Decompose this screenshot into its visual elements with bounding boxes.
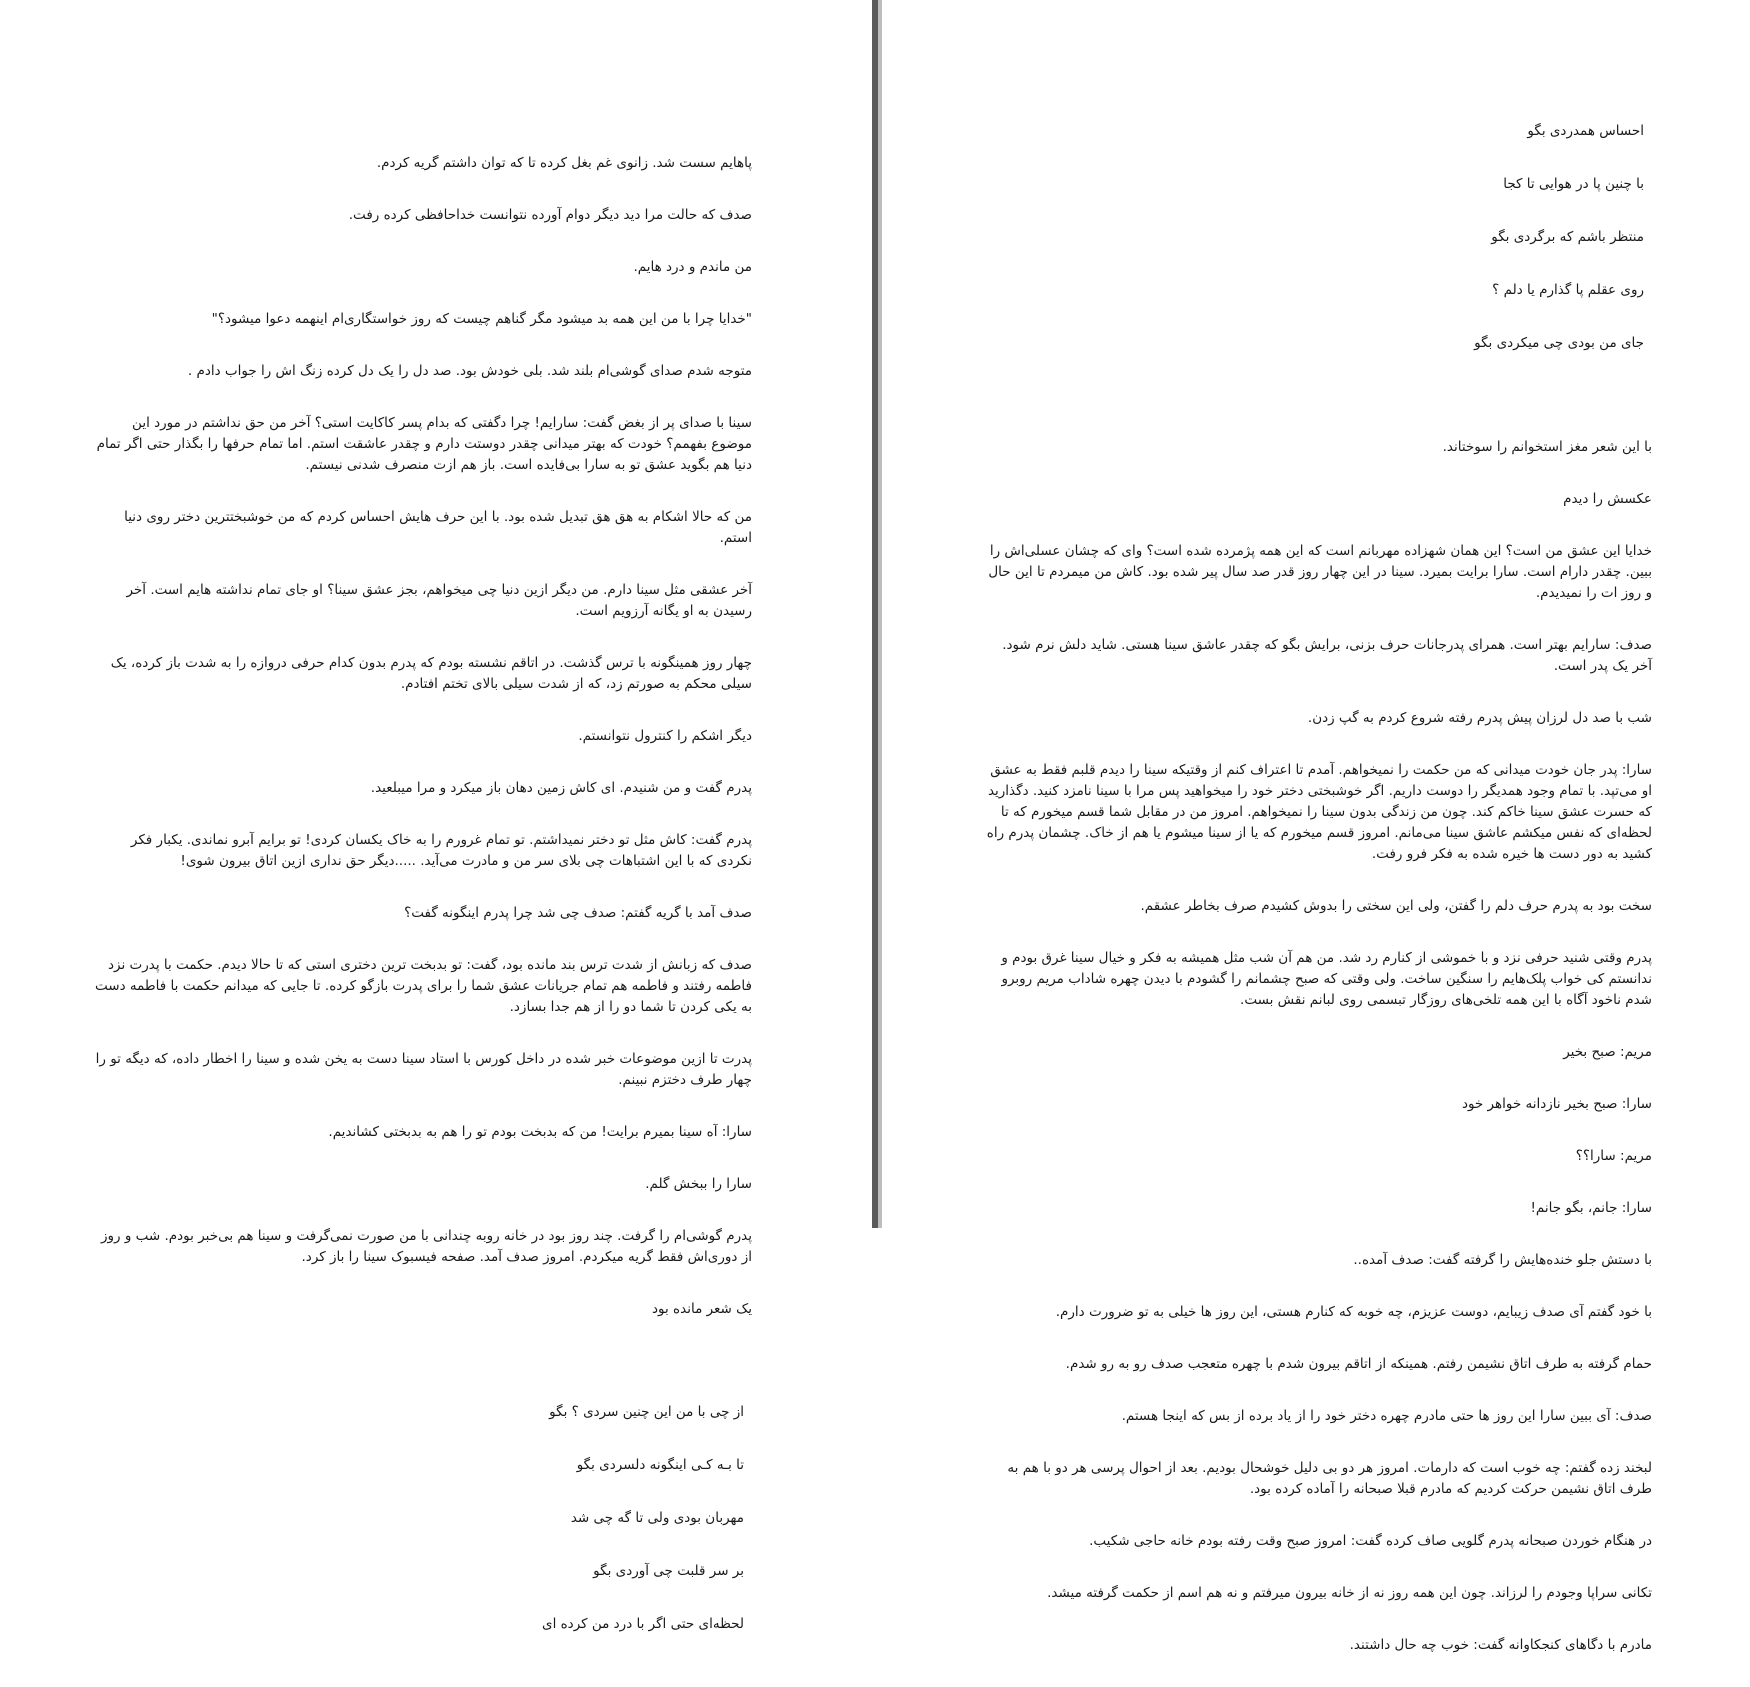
stanza-gap [92, 1351, 752, 1381]
poem-verse: لحظه‌ای حتی اگر با درد من کرده ای [542, 1616, 744, 1632]
paragraph: چهار روز همینگونه با ترس گذشت. در اتاقم نشسته بودم که پدرم بدون کدام حرفی دروازه را به شدت باز کرده، یک سیلی محکم به صورتم زد، که از شدت سیلی بالای تختم افتادم. [110, 655, 752, 692]
paragraph: مریم: سارا؟؟ [1575, 1148, 1652, 1164]
paragraph: یک شعر مانده بود [652, 1301, 752, 1317]
poem-verse: با چنین پا در هوایی تا کجا [1503, 176, 1644, 192]
paragraph: با خود گفتم آی صدف زیبایم، دوست عزیزم، چه خوبه که کنارم هستی، این روز ها خیلی به تو ضرورت دارم. [1055, 1304, 1652, 1320]
paragraph: من ماندم و درد هایم. [633, 259, 752, 275]
paragraph: پدرم گوشی‌ام را گرفت. چند روز بود در خانه روبه چندانی با من صورت نمی‌گرفت و سینا هم بی‌خبر بودم. شب و روز از دوری‌اش فقط گریه میکردم. امروز صدف آمد. صفحه فیسبوک سینا را باز کرد. [101, 1228, 752, 1265]
paragraph: در هنگام خوردن صبحانه پدرم گلویی صاف کرده گفت: امروز صبح وقت رفته بودم خانه حاجی شکیب. [1089, 1533, 1652, 1549]
paragraph: صدف: سارایم بهتر است. همرای پدرجانات حرف بزنی، برایش بگو که چقدر عاشق سینا هستی. شاید دلش نرم شود. آخر یک پدر است. [1002, 637, 1652, 674]
poem-verse: از چی با من این چنین سردی ؟ بگو [549, 1404, 744, 1420]
paragraph: پاهایم سست شد. زانوی غم بغل کرده تا که توان داشتم گریه کردم. [376, 155, 752, 171]
poem-verse: روی عقلم پا گذارم یا دلم ؟ [1492, 282, 1644, 298]
paragraph: لبخند زده گفتم: چه خوب است که دارمات. امروز هر دو بی دلیل خوشحال بودیم. بعد از احوال پرسی هر دو با هم به طرف اتاق نشیمن حرکت کردیم که مادرم قبلا صبحانه را آماده کرده بود. [1007, 1460, 1652, 1497]
paragraph: با این شعر مغز استخوانم را سوختاند. [1442, 439, 1652, 455]
paragraph: سارا را ببخش گلم. [645, 1176, 752, 1192]
paragraph: پدرت تا ازین موضوعات خبر شده در داخل کورس با استاد سینا دست به یخن شده و سینا را اخطار داده، که دیگه تو را چهار طرف دختزم نبینم. [95, 1051, 752, 1088]
poem-verse: منتظر باشم که برگردی بگو [1491, 229, 1644, 245]
stanza-gap [986, 386, 1652, 416]
left-page-text [92, 132, 752, 1667]
paragraph: سخت بود به پدرم حرف دلم را گفتن، ولی این سختی را بدوش کشیدم صرف بخاطر عشقم. [1140, 898, 1652, 914]
paragraph: شب با صد دل لرزان پیش پدرم رفته شروع کردم به گپ زدن. [1307, 710, 1652, 726]
poem-verse: تا بـه کـی اینگونه دلسردی بگو [576, 1457, 744, 1473]
paragraph: سارا: جانم، بگو جانم! [1530, 1200, 1652, 1216]
poem-verse: مهربان بودی ولی تا گه چی شد [570, 1510, 744, 1526]
paragraph: سینا با صدای پر از بغض گفت: سارایم! چرا دگفتی که بدام پسر کاکایت استی؟ آخر من حق نداشتم در مورد این موضوع بفهمم؟ خودت که بهتر میدانی چقدر دوستت دارم و چقدر عاشقت استم. اما تمام حرفها را بگذار حتی اگر تمام دنیا هم بگوید عشق تو به سارا بی‌فایده است. باز هم ازت منصرف شدنی نیستم. [96, 415, 752, 473]
paragraph: سارا: صبح بخیر نازدانه خواهر خود [1461, 1096, 1652, 1112]
right-page-text [986, 100, 1652, 1687]
paragraph: عکسش را دیدم [1563, 491, 1652, 507]
paragraph: پدرم گفت و من شنیدم. ای کاش زمین دهان باز میکرد و مرا میبلعید. [370, 780, 752, 796]
paragraph: تکانی سراپا وجودم را لرزاند. چون این همه روز نه از خانه بیرون میرفتم و نه هم اسم از حکمت گرفته میشد. [1047, 1585, 1652, 1601]
paragraph: صدف آمد با گریه گفتم: صدف چی شد چرا پدرم اینگونه گفت؟ [404, 905, 752, 921]
paragraph: صدف: آی ببین سارا این روز ها حتی مادرم چهره دختر خود را از یاد برده از بس که اینجا هستم. [1121, 1408, 1652, 1424]
paragraph: سارا: آه سینا بمیرم برایت! من که بدبخت بودم تو را هم به بدبختی کشاندیم. [328, 1124, 752, 1140]
paragraph: پدرم وقتی شنید حرفی نزد و با خموشی از کنارم رد شد. من هم آن شب مثل همیشه به فکر و خیال سینا غرق بودم و ندانستم کی خواب پلک‌هایم را سنگین ساخت. ولی وقتی که صبح چشمانم را گشودم با دیدن چهره شاداب مریم روبرو شدم ناخود آگاه با این همه تلخی‌های روزگار تبسمی روی لبانم نقش بست. [1001, 950, 1652, 1008]
paragraph: آخر عشقی مثل سینا دارم. من دیگر ازین دنیا چی میخواهم، بجز عشق سینا؟ او جای تمام نداشته هایم است. آخر رسیدن به او یگانه آرزویم است. [126, 582, 752, 619]
poem-verse: جای من بودی چی میکردی بگو [1474, 335, 1644, 351]
paragraph: پدرم گفت: کاش مثل تو دختر نمیداشتم. تو تمام غرورم را به خاک یکسان کردی! تو برایم آبرو نماندی. یکبار فکر نکردی که با این اشتباهات چی بلای سر من و مادرت می‌آید. .....دیگر حق نداری ازین اتاق بیرون شوی! [130, 832, 752, 869]
paragraph: مریم: صبح بخیر [1563, 1044, 1652, 1060]
poem-verse: احساس همدردی بگو [1527, 123, 1644, 139]
paragraph: صدف که حالت مرا دید دیگر دوام آورده نتوانست خداحافظی کرده رفت. [348, 207, 752, 223]
paragraph: "خدایا چرا با من این همه بد میشود مگر گناهم چیست که روز خواستگاری‌ام اینهمه دعوا میشود؟" [211, 311, 752, 327]
paragraph: خدایا این عشق من است؟ این همان شهزاده مهربانم است که این همه پژمرده شده است؟ وای که چشان عسلی‌اش را ببین. چقدر دارام است. سارا برایت بمیرد. سینا در این چهار روز قدر صد سال پیر شده بود. کاش من میمردم تا این حال و روز ات را نمیدیدم. [988, 543, 1652, 601]
paragraph: سارا: پدر جان خودت میدانی که من حکمت را نمیخواهم. آمدم تا اعتراف کنم از وقتیکه سینا را دیدم قلبم فقط به عشق او می‌تپد. با تمام وجود همدیگر را دوست داریم. اگر خوشبختی دختر خود را میخواهید پس مرا با سینا نامزد کنید. دگذارید که حسرت عشق سینا خاکم کند. چون من زندگی بدون سینا را نمیخواهم. امروز من در مقابل شما قسم میخورم که تا لحظه‌ای که نفس میکشم عاشق سینا می‌مانم. امروز قسم میخورم که یا از سینا میشوم یا هم از خاک. چشمان پدرم راه کشید به دور دست ها خیره شده به فکر فرو رفت. [986, 762, 1652, 862]
paragraph: متوجه شدم صدای گوشی‌ام بلند شد. بلی خودش بود. صد دل را یک دل کرده زنگ اش را جواب دادم . [187, 363, 752, 379]
paragraph: مادرم با دگاهای کنجکاوانه گفت: خوب چه حال داشتند. [1349, 1637, 1652, 1653]
paragraph: حمام گرفته به طرف اتاق نشیمن رفتم. همینکه از اتاقم بیرون شدم با چهره متعجب صدف رو به رو شدم. [1065, 1356, 1652, 1372]
right-page [882, 0, 1750, 1653]
paragraph: صدف که زبانش از شدت ترس بند مانده بود، گفت: تو بدبخت ترین دختری استی که تا حالا دیدم. حکمت با پدرت نزد فاطمه رفتند و فاطمه هم تمام جریانات عشق شما را برای پدرت بازگو کرده. تا جایی که میدانم حکمت با فاطمه دست به یکی کردن تا شما دو را از هم جدا بسازد. [95, 957, 752, 1015]
paragraph: با دستش جلو خنده‌هایش را گرفته گفت: صدف آمده.. [1353, 1252, 1652, 1268]
left-page [0, 0, 872, 1632]
paragraph: من که حالا اشکام به هق هق تبدیل شده بود. با این حرف هایش احساس کردم که من خوشبختترین دختر روی دنیا استم. [124, 509, 752, 546]
poem-verse: بر سر قلبت چی آوردی بگو [593, 1563, 744, 1579]
paragraph: دیگر اشکم را کنترول نتوانستم. [578, 728, 752, 744]
